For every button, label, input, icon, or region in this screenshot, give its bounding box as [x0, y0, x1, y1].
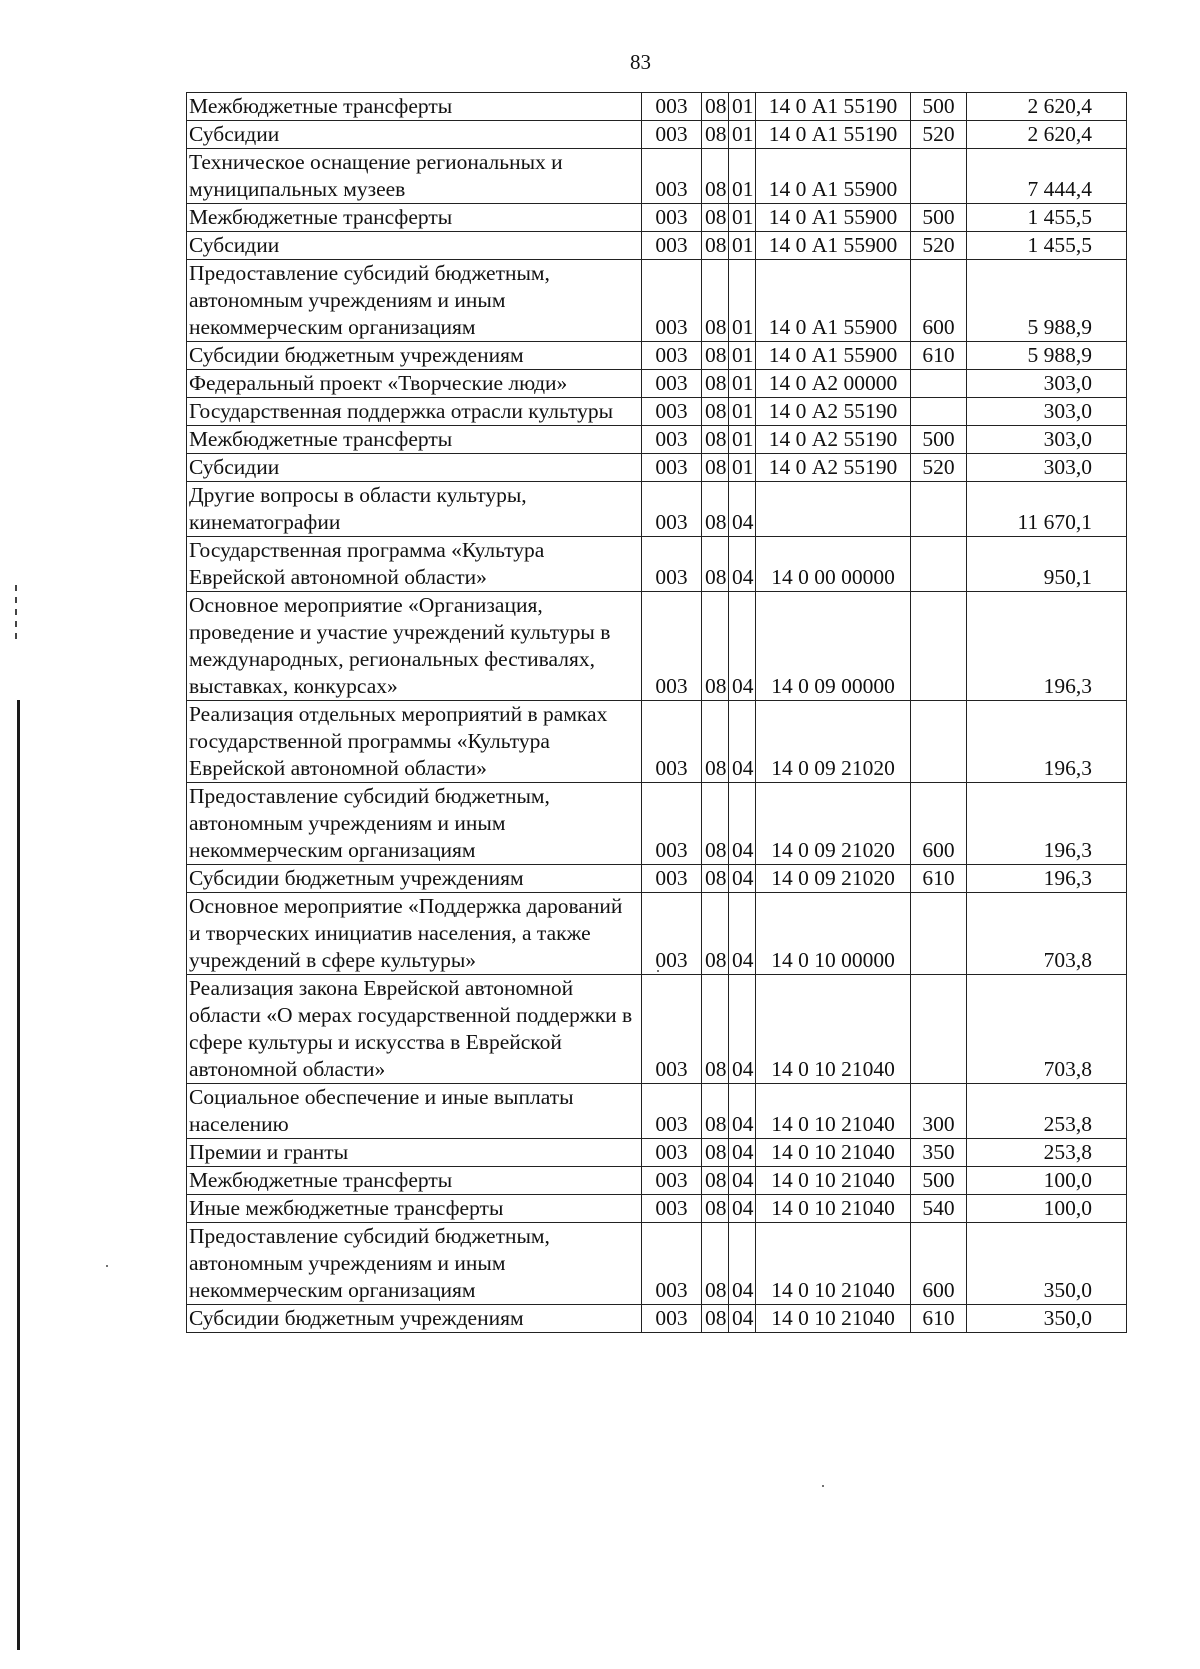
ministry-code-cell: 003 [642, 482, 702, 537]
target-article-cell: 14 0 А1 55900 [756, 204, 911, 232]
section-code-cell: 08 [702, 93, 729, 121]
subsection-code-cell: 04 [729, 783, 756, 865]
section-code-cell: 08 [702, 204, 729, 232]
amount-cell: 100,0 [967, 1195, 1127, 1223]
expense-name-cell: Субсидии [187, 454, 642, 482]
target-article-cell: 14 0 А1 55900 [756, 260, 911, 342]
ministry-code-cell: 003 [642, 232, 702, 260]
expense-name-cell: Межбюджетные трансферты [187, 204, 642, 232]
table-row [187, 121, 1127, 149]
expense-name-cell: Социальное обеспечение и иные выплаты населению [187, 1084, 642, 1139]
section-code-cell: 08 [702, 783, 729, 865]
target-article-cell: 14 0 10 21040 [756, 1223, 911, 1305]
target-article-cell: 14 0 А1 55190 [756, 93, 911, 121]
subsection-code-cell: 04 [729, 975, 756, 1084]
subsection-code-cell: 04 [729, 482, 756, 537]
table-row [187, 232, 1127, 260]
section-code-cell: 08 [702, 1084, 729, 1139]
expense-type-cell: 600 [911, 1223, 967, 1305]
target-article-cell: 14 0 А1 55900 [756, 342, 911, 370]
expense-type-cell [911, 149, 967, 204]
expense-type-cell [911, 975, 967, 1084]
amount-cell: 350,0 [967, 1305, 1127, 1333]
section-code-cell: 08 [702, 260, 729, 342]
ministry-code-cell: 003 [642, 1167, 702, 1195]
section-code-cell: 08 [702, 1305, 729, 1333]
subsection-code-cell: 01 [729, 454, 756, 482]
table-row [187, 893, 1127, 975]
section-code-cell: 08 [702, 426, 729, 454]
expense-type-cell [911, 370, 967, 398]
section-code-cell: 08 [702, 398, 729, 426]
expense-name-cell: Субсидии бюджетным учреждениям [187, 342, 642, 370]
scan-edge-marks [15, 585, 17, 645]
expense-name-cell: Другие вопросы в области культуры, кинематографии [187, 482, 642, 537]
subsection-code-cell: 04 [729, 1223, 756, 1305]
target-article-cell: 14 0 А1 55900 [756, 149, 911, 204]
table-row [187, 370, 1127, 398]
ministry-code-cell: 003 [642, 260, 702, 342]
table-row [187, 1167, 1127, 1195]
subsection-code-cell: 01 [729, 149, 756, 204]
ministry-code-cell: 003 [642, 121, 702, 149]
expense-name-cell: Основное мероприятие «Организация, проведение и участие учреждений культуры в международных, региональных фестивалях, выставках, конкурсах» [187, 592, 642, 701]
expense-type-cell: 610 [911, 865, 967, 893]
section-code-cell: 08 [702, 893, 729, 975]
ministry-code-cell: 003 [642, 204, 702, 232]
ministry-code-cell: 003 [642, 370, 702, 398]
subsection-code-cell: 04 [729, 1195, 756, 1223]
subsection-code-cell: 01 [729, 426, 756, 454]
ministry-code-cell: 003 [642, 1139, 702, 1167]
amount-cell: 703,8 [967, 893, 1127, 975]
subsection-code-cell: 04 [729, 865, 756, 893]
table-row [187, 1195, 1127, 1223]
section-code-cell: 08 [702, 342, 729, 370]
amount-cell: 100,0 [967, 1167, 1127, 1195]
amount-cell: 196,3 [967, 592, 1127, 701]
ministry-code-cell: 003 [642, 1195, 702, 1223]
section-code-cell: 08 [702, 121, 729, 149]
target-article-cell: 14 0 09 21020 [756, 783, 911, 865]
budget-table-body [187, 93, 1127, 1333]
expense-type-cell: 500 [911, 93, 967, 121]
table-row [187, 1305, 1127, 1333]
expense-name-cell: Государственная программа «Культура Еврейской автономной области» [187, 537, 642, 592]
expense-type-cell [911, 592, 967, 701]
expense-type-cell: 500 [911, 204, 967, 232]
subsection-code-cell: 04 [729, 1305, 756, 1333]
expense-name-cell: Техническое оснащение региональных и муниципальных музеев [187, 149, 642, 204]
amount-cell: 253,8 [967, 1139, 1127, 1167]
subsection-code-cell: 01 [729, 370, 756, 398]
table-row [187, 454, 1127, 482]
amount-cell: 303,0 [967, 454, 1127, 482]
expense-name-cell: Иные межбюджетные трансферты [187, 1195, 642, 1223]
subsection-code-cell: 04 [729, 1084, 756, 1139]
amount-cell: 7 444,4 [967, 149, 1127, 204]
ministry-code-cell: 003 [642, 1084, 702, 1139]
subsection-code-cell: 01 [729, 342, 756, 370]
amount-cell: 11 670,1 [967, 482, 1127, 537]
expense-name-cell: Реализация закона Еврейской автономной области «О мерах государственной поддержки в сфере культуры и искусства в Еврейской автономной области» [187, 975, 642, 1084]
ministry-code-cell: 003 [642, 537, 702, 592]
ministry-code-cell: 003 [642, 701, 702, 783]
subsection-code-cell: 04 [729, 893, 756, 975]
amount-cell: 303,0 [967, 398, 1127, 426]
target-article-cell: 14 0 А1 55190 [756, 121, 911, 149]
subsection-code-cell: 01 [729, 93, 756, 121]
target-article-cell: 14 0 10 21040 [756, 975, 911, 1084]
expense-name-cell: Межбюджетные трансферты [187, 93, 642, 121]
expense-type-cell: 540 [911, 1195, 967, 1223]
expense-type-cell: 610 [911, 1305, 967, 1333]
ministry-code-cell: 003 [642, 398, 702, 426]
scan-edge-line [17, 700, 20, 1650]
subsection-code-cell: 04 [729, 701, 756, 783]
section-code-cell: 08 [702, 592, 729, 701]
amount-cell: 2 620,4 [967, 93, 1127, 121]
expense-name-cell: Субсидии [187, 232, 642, 260]
amount-cell: 703,8 [967, 975, 1127, 1084]
target-article-cell: 14 0 09 21020 [756, 865, 911, 893]
ministry-code-cell: 003 [642, 342, 702, 370]
subsection-code-cell: 01 [729, 204, 756, 232]
section-code-cell: 08 [702, 537, 729, 592]
ministry-code-cell: 003 [642, 893, 702, 975]
expense-type-cell: 600 [911, 783, 967, 865]
table-row [187, 701, 1127, 783]
target-article-cell: 14 0 10 21040 [756, 1305, 911, 1333]
section-code-cell: 08 [702, 1167, 729, 1195]
expense-name-cell: Премии и гранты [187, 1139, 642, 1167]
table-row [187, 149, 1127, 204]
table-row [187, 342, 1127, 370]
subsection-code-cell: 01 [729, 398, 756, 426]
amount-cell: 1 455,5 [967, 204, 1127, 232]
expense-type-cell [911, 482, 967, 537]
target-article-cell: 14 0 09 21020 [756, 701, 911, 783]
ministry-code-cell: 003 [642, 426, 702, 454]
table-row [187, 783, 1127, 865]
expense-type-cell: 500 [911, 1167, 967, 1195]
section-code-cell: 08 [702, 370, 729, 398]
subsection-code-cell: 01 [729, 232, 756, 260]
subsection-code-cell: 04 [729, 537, 756, 592]
expense-name-cell: Реализация отдельных мероприятий в рамках государственной программы «Культура Еврейской автономной области» [187, 701, 642, 783]
table-row [187, 1223, 1127, 1305]
target-article-cell: 14 0 10 21040 [756, 1195, 911, 1223]
table-row [187, 537, 1127, 592]
scan-speck [822, 1485, 824, 1487]
amount-cell: 196,3 [967, 783, 1127, 865]
target-article-cell: 14 0 А1 55900 [756, 232, 911, 260]
expense-type-cell: 520 [911, 121, 967, 149]
section-code-cell: 08 [702, 1139, 729, 1167]
ministry-code-cell: 003 [642, 1223, 702, 1305]
amount-cell: 253,8 [967, 1084, 1127, 1139]
expense-type-cell: 520 [911, 454, 967, 482]
expense-type-cell: 520 [911, 232, 967, 260]
amount-cell: 2 620,4 [967, 121, 1127, 149]
section-code-cell: 08 [702, 454, 729, 482]
subsection-code-cell: 01 [729, 121, 756, 149]
expense-name-cell: Государственная поддержка отрасли культуры [187, 398, 642, 426]
expense-type-cell: 610 [911, 342, 967, 370]
page-number: 83 [630, 50, 651, 74]
expense-type-cell: 300 [911, 1084, 967, 1139]
expense-type-cell [911, 398, 967, 426]
ministry-code-cell: 003 [642, 454, 702, 482]
target-article-cell: 14 0 10 21040 [756, 1084, 911, 1139]
ministry-code-cell: 003 [642, 975, 702, 1084]
amount-cell: 303,0 [967, 370, 1127, 398]
ministry-code-cell: 003 [642, 149, 702, 204]
section-code-cell: 08 [702, 1195, 729, 1223]
amount-cell: 196,3 [967, 865, 1127, 893]
expense-type-cell: 600 [911, 260, 967, 342]
amount-cell: 950,1 [967, 537, 1127, 592]
section-code-cell: 08 [702, 865, 729, 893]
expense-name-cell: Предоставление субсидий бюджетным, автономным учреждениям и иным некоммерческим организациям [187, 783, 642, 865]
expense-name-cell: Субсидии бюджетным учреждениям [187, 865, 642, 893]
expense-name-cell: Предоставление субсидий бюджетным, автономным учреждениям и иным некоммерческим организациям [187, 260, 642, 342]
subsection-code-cell: 01 [729, 260, 756, 342]
section-code-cell: 08 [702, 701, 729, 783]
target-article-cell: 14 0 А2 55190 [756, 426, 911, 454]
expense-type-cell [911, 893, 967, 975]
table-row [187, 204, 1127, 232]
section-code-cell: 08 [702, 975, 729, 1084]
expense-name-cell: Межбюджетные трансферты [187, 1167, 642, 1195]
expense-type-cell [911, 537, 967, 592]
section-code-cell: 08 [702, 1223, 729, 1305]
amount-cell: 5 988,9 [967, 260, 1127, 342]
target-article-cell: 14 0 09 00000 [756, 592, 911, 701]
section-code-cell: 08 [702, 232, 729, 260]
ministry-code-cell: 003 [642, 1305, 702, 1333]
table-row [187, 426, 1127, 454]
expense-name-cell: Субсидии [187, 121, 642, 149]
expense-type-cell [911, 701, 967, 783]
expense-name-cell: Федеральный проект «Творческие люди» [187, 370, 642, 398]
section-code-cell: 08 [702, 482, 729, 537]
target-article-cell: 14 0 10 21040 [756, 1139, 911, 1167]
table-row [187, 398, 1127, 426]
target-article-cell: 14 0 А2 55190 [756, 398, 911, 426]
ministry-code-cell: 003 [642, 93, 702, 121]
table-row [187, 93, 1127, 121]
target-article-cell: 14 0 А2 55190 [756, 454, 911, 482]
expense-name-cell: Межбюджетные трансферты [187, 426, 642, 454]
table-row [187, 975, 1127, 1084]
amount-cell: 303,0 [967, 426, 1127, 454]
amount-cell: 5 988,9 [967, 342, 1127, 370]
target-article-cell: 14 0 А2 00000 [756, 370, 911, 398]
target-article-cell: 14 0 10 21040 [756, 1167, 911, 1195]
expense-name-cell: Предоставление субсидий бюджетным, автономным учреждениям и иным некоммерческим организациям [187, 1223, 642, 1305]
ministry-code-cell: 003 [642, 592, 702, 701]
expense-name-cell: Основное мероприятие «Поддержка дарований и творческих инициатив населения, а также учреждений в сфере культуры» [187, 893, 642, 975]
scan-speck [106, 1265, 108, 1267]
amount-cell: 196,3 [967, 701, 1127, 783]
section-code-cell: 08 [702, 149, 729, 204]
ministry-code-cell: 003 [642, 865, 702, 893]
table-row [187, 482, 1127, 537]
table-row [187, 592, 1127, 701]
expense-type-cell: 500 [911, 426, 967, 454]
table-row [187, 260, 1127, 342]
budget-table [186, 92, 1127, 1333]
expense-name-cell: Субсидии бюджетным учреждениям [187, 1305, 642, 1333]
target-article-cell [756, 482, 911, 537]
amount-cell: 350,0 [967, 1223, 1127, 1305]
table-row [187, 1139, 1127, 1167]
amount-cell: 1 455,5 [967, 232, 1127, 260]
table-row [187, 865, 1127, 893]
subsection-code-cell: 04 [729, 592, 756, 701]
ministry-code-cell: 003 [642, 783, 702, 865]
subsection-code-cell: 04 [729, 1167, 756, 1195]
target-article-cell: 14 0 10 00000 [756, 893, 911, 975]
target-article-cell: 14 0 00 00000 [756, 537, 911, 592]
table-row [187, 1084, 1127, 1139]
expense-type-cell: 350 [911, 1139, 967, 1167]
subsection-code-cell: 04 [729, 1139, 756, 1167]
